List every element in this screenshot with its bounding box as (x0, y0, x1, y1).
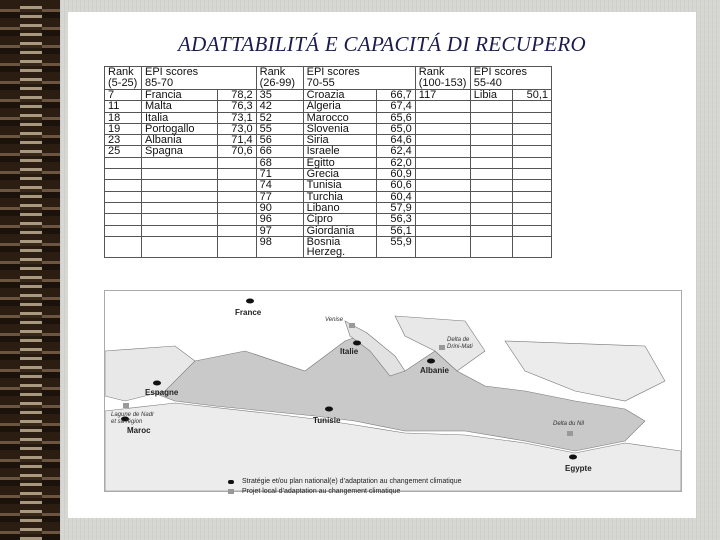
table-cell: 60,6 (377, 180, 415, 191)
table-cell (470, 236, 512, 258)
label-delta-drini: Delta de Drini-Mati (447, 337, 473, 350)
table-cell: Slovenia (303, 123, 377, 134)
table-cell (415, 135, 470, 146)
table-cell: Spagna (142, 146, 218, 157)
table-row (105, 169, 552, 180)
table-cell: 55,9 (377, 236, 415, 258)
france-marker (246, 299, 254, 304)
legend-national-text: Stratégie et/ou plan national(e) d’adaptation au changement climatique (242, 478, 462, 485)
table-cell: 60,4 (377, 191, 415, 202)
table-cell (415, 123, 470, 134)
table-row (105, 90, 552, 101)
table-cell (105, 169, 142, 180)
table-cell: Portogallo (142, 123, 218, 134)
table-cell: 57,9 (377, 202, 415, 213)
table-cell: 78,2 (218, 90, 256, 101)
table-row (105, 157, 552, 168)
table-row (105, 101, 552, 112)
table-cell (512, 236, 551, 258)
table-row (105, 191, 552, 202)
table-cell (415, 202, 470, 213)
table-cell: 68 (256, 157, 303, 168)
label-nador: Lagune de Nadr et sa région (111, 412, 155, 425)
table-cell (512, 146, 551, 157)
table-cell (415, 180, 470, 191)
label-venise: Venise (325, 317, 344, 323)
label-tunisie: Tunisie (313, 416, 341, 425)
table-cell: Libano (303, 202, 377, 213)
table-cell (512, 180, 551, 191)
albanie-marker (427, 359, 435, 364)
table-row (105, 146, 552, 157)
legend-local (228, 488, 461, 495)
egypte-marker (569, 455, 577, 460)
table-cell: 71 (256, 169, 303, 180)
table-row (105, 225, 552, 236)
table-header-row (105, 67, 552, 90)
table-cell (142, 214, 218, 225)
table-cell (218, 180, 256, 191)
table-cell (512, 214, 551, 225)
table-cell (105, 225, 142, 236)
table-cell: 74 (256, 180, 303, 191)
table-cell: Cipro (303, 214, 377, 225)
header-epi-1: EPI scores 85-70 (142, 67, 257, 90)
table-cell (105, 236, 142, 258)
table-cell (512, 135, 551, 146)
table-cell (512, 112, 551, 123)
table-cell (105, 202, 142, 213)
table-cell (470, 123, 512, 134)
table-cell (415, 214, 470, 225)
header-epi-3: EPI scores 55-40 (470, 67, 551, 90)
table-cell: 50,1 (512, 90, 551, 101)
table-row (105, 236, 552, 258)
local-marker-icon (228, 489, 234, 494)
table-cell (218, 169, 256, 180)
table-cell (415, 191, 470, 202)
table-cell (470, 169, 512, 180)
table-cell (415, 169, 470, 180)
table-cell (470, 225, 512, 236)
table-cell (415, 225, 470, 236)
table-cell (470, 202, 512, 213)
table-cell: 65,6 (377, 112, 415, 123)
table-cell (470, 112, 512, 123)
table-cell: 55 (256, 123, 303, 134)
table-cell (470, 180, 512, 191)
table-cell (470, 157, 512, 168)
table-cell: 35 (256, 90, 303, 101)
map-legend (228, 478, 461, 498)
table-cell: Tunisia (303, 180, 377, 191)
label-egypte: Egypte (565, 464, 592, 473)
table-cell: 19 (105, 123, 142, 134)
table-cell: 98 (256, 236, 303, 258)
table-cell (142, 191, 218, 202)
table-cell (415, 236, 470, 258)
table-cell: 56 (256, 135, 303, 146)
table-cell (142, 169, 218, 180)
table-cell: 62,4 (377, 146, 415, 157)
table-cell (105, 180, 142, 191)
header-rank-3: Rank (100-153) (415, 67, 470, 90)
table-cell (142, 202, 218, 213)
table-cell: Italia (142, 112, 218, 123)
table-row (105, 112, 552, 123)
table-cell: 67,4 (377, 101, 415, 112)
table-cell: 90 (256, 202, 303, 213)
table-cell: 11 (105, 101, 142, 112)
table-cell: 18 (105, 112, 142, 123)
table-cell (105, 157, 142, 168)
table-cell (512, 202, 551, 213)
italie-marker (353, 341, 361, 346)
table-cell (470, 191, 512, 202)
table-cell: 62,0 (377, 157, 415, 168)
table-cell: Marocco (303, 112, 377, 123)
table-cell (105, 191, 142, 202)
legend-local-text: Projet local d’adaptation au changement climatique (242, 488, 401, 495)
table-cell: Algeria (303, 101, 377, 112)
table-cell (512, 191, 551, 202)
label-france: France (235, 308, 262, 317)
notebook-spine (0, 0, 60, 540)
table-cell: Siria (303, 135, 377, 146)
table-cell (218, 191, 256, 202)
table-cell (142, 225, 218, 236)
table-cell (218, 225, 256, 236)
table-row (105, 214, 552, 225)
table-cell: Libia (470, 90, 512, 101)
table-row (105, 180, 552, 191)
table-cell: 66,7 (377, 90, 415, 101)
table-cell: 73,0 (218, 123, 256, 134)
table-cell (142, 180, 218, 191)
table-cell (218, 214, 256, 225)
table-cell: Israele (303, 146, 377, 157)
table-cell: 56,1 (377, 225, 415, 236)
table-row (105, 123, 552, 134)
table-cell: Croazia (303, 90, 377, 101)
table-cell: 7 (105, 90, 142, 101)
label-delta-nil: Delta du Nil (553, 421, 585, 427)
label-maroc: Maroc (127, 426, 151, 435)
espagne-marker (153, 381, 161, 386)
table-cell (470, 214, 512, 225)
table-cell (512, 225, 551, 236)
table-cell (512, 101, 551, 112)
table-cell (415, 146, 470, 157)
table-cell: 65,0 (377, 123, 415, 134)
table-cell (415, 112, 470, 123)
table-row (105, 202, 552, 213)
map-svg (105, 291, 681, 491)
table-cell (218, 236, 256, 258)
table-cell (142, 236, 218, 258)
table-cell (470, 146, 512, 157)
table-cell: 77 (256, 191, 303, 202)
table-cell: Malta (142, 101, 218, 112)
table-cell: Albania (142, 135, 218, 146)
table-cell: 73,1 (218, 112, 256, 123)
venise-marker (349, 323, 355, 328)
table-cell (512, 123, 551, 134)
table-cell (218, 202, 256, 213)
national-marker-icon (228, 480, 234, 484)
table-cell: 42 (256, 101, 303, 112)
table-cell: 70,6 (218, 146, 256, 157)
table-cell: 117 (415, 90, 470, 101)
header-rank-1: Rank (5-25) (105, 67, 142, 90)
slide-title: ADATTABILITÁ E CAPACITÁ DI RECUPERO (178, 32, 586, 56)
table-cell: 52 (256, 112, 303, 123)
table-cell: 71,4 (218, 135, 256, 146)
table-cell: 64,6 (377, 135, 415, 146)
label-albanie: Albanie (420, 366, 449, 375)
tunisie-marker (325, 407, 333, 412)
table-cell (105, 214, 142, 225)
legend-national (228, 478, 461, 485)
table-cell: Francia (142, 90, 218, 101)
table-cell (415, 101, 470, 112)
table-cell: 23 (105, 135, 142, 146)
nador-marker (123, 403, 129, 408)
table-cell: 76,3 (218, 101, 256, 112)
table-cell (142, 157, 218, 168)
table-cell: 56,3 (377, 214, 415, 225)
table-row (105, 135, 552, 146)
table-body (105, 90, 552, 258)
table-cell: 66 (256, 146, 303, 157)
slide-sheet (68, 12, 696, 518)
nil-delta-marker (567, 431, 573, 436)
label-espagne: Espagne (145, 388, 179, 397)
table-cell: Turchia (303, 191, 377, 202)
table-cell: Grecia (303, 169, 377, 180)
header-rank-2: Rank (26-99) (256, 67, 303, 90)
table-cell: 97 (256, 225, 303, 236)
mediterranean-adaptation-map (104, 290, 682, 492)
label-italie: Italie (340, 347, 359, 356)
epi-ranking-table (104, 66, 552, 258)
table-cell (512, 157, 551, 168)
table-cell: Bosnia Herzeg. (303, 236, 377, 258)
header-epi-2: EPI scores 70-55 (303, 67, 415, 90)
table-cell (512, 169, 551, 180)
table-cell: Giordania (303, 225, 377, 236)
table-cell (415, 157, 470, 168)
table-cell (470, 101, 512, 112)
table-cell: 25 (105, 146, 142, 157)
table-cell: 96 (256, 214, 303, 225)
table-cell (218, 157, 256, 168)
table-cell (470, 135, 512, 146)
table-cell: 60,9 (377, 169, 415, 180)
table-cell: Egitto (303, 157, 377, 168)
drini-marker (439, 345, 445, 350)
